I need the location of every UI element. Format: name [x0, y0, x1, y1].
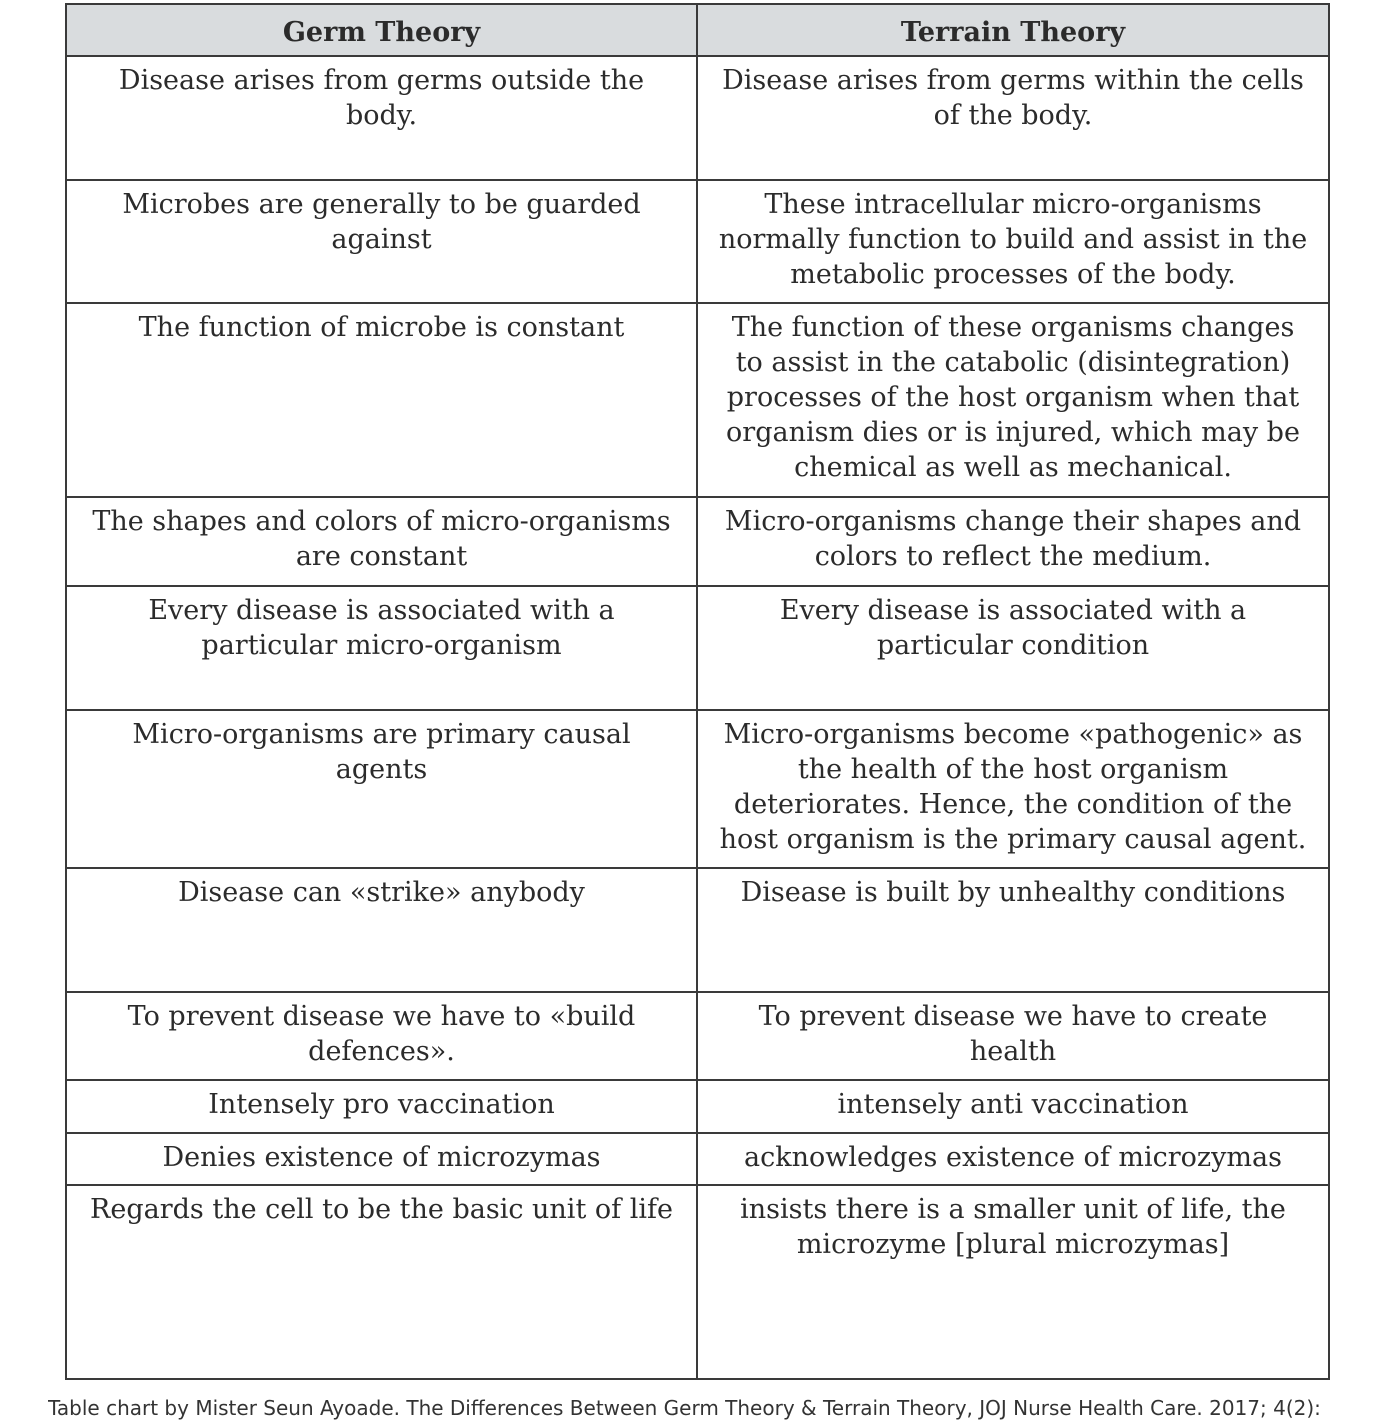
terrain-theory-cell: Micro-organisms become «pathogenic» as the health of the host organism deteriorates. Hence, the condition of the host organism is the primary causal agent.	[697, 710, 1329, 868]
terrain-theory-cell: The function of these organisms changes to assist in the catabolic (disintegration) processes of the host organism when that organism dies or is injured, which may be chemical as well as mechanical.	[697, 303, 1329, 497]
table-row	[66, 992, 1329, 1080]
table-row	[66, 868, 1329, 992]
table-header-row	[66, 4, 1329, 56]
germ-theory-cell: Regards the cell to be the basic unit of life	[66, 1185, 697, 1379]
table-row	[66, 180, 1329, 303]
table-caption: Table chart by Mister Seun Ayoade. The Differences Between Germ Theory & Terrain Theory, JOJ Nurse Health Care. 2017; 4(2):	[48, 1396, 1321, 1420]
germ-theory-cell: The shapes and colors of micro-organisms are constant	[66, 497, 697, 586]
column-header-germ-theory: Germ Theory	[66, 4, 697, 56]
germ-theory-cell: Disease arises from germs outside the body.	[66, 56, 697, 180]
table-row	[66, 1185, 1329, 1379]
germ-theory-cell: Intensely pro vaccination	[66, 1080, 697, 1133]
germ-theory-cell: Micro-organisms are primary causal agents	[66, 710, 697, 868]
terrain-theory-cell: Micro-organisms change their shapes and colors to reflect the medium.	[697, 497, 1329, 586]
terrain-theory-cell: intensely anti vaccination	[697, 1080, 1329, 1133]
germ-theory-cell: To prevent disease we have to «build defences».	[66, 992, 697, 1080]
germ-theory-cell: The function of microbe is constant	[66, 303, 697, 497]
comparison-table	[65, 3, 1330, 1380]
table-row	[66, 303, 1329, 497]
table-row	[66, 710, 1329, 868]
germ-theory-cell: Denies existence of microzymas	[66, 1133, 697, 1185]
table-row	[66, 497, 1329, 586]
terrain-theory-cell: These intracellular micro-organisms normally function to build and assist in the metabolic processes of the body.	[697, 180, 1329, 303]
germ-theory-cell: Microbes are generally to be guarded against	[66, 180, 697, 303]
terrain-theory-cell: Every disease is associated with a particular condition	[697, 586, 1329, 710]
terrain-theory-cell: Disease arises from germs within the cells of the body.	[697, 56, 1329, 180]
germ-theory-cell: Disease can «strike» anybody	[66, 868, 697, 992]
table-row	[66, 56, 1329, 180]
germ-theory-cell: Every disease is associated with a particular micro-organism	[66, 586, 697, 710]
table-row	[66, 1133, 1329, 1185]
terrain-theory-cell: Disease is built by unhealthy conditions	[697, 868, 1329, 992]
column-header-terrain-theory: Terrain Theory	[697, 4, 1329, 56]
terrain-theory-cell: acknowledges existence of microzymas	[697, 1133, 1329, 1185]
terrain-theory-cell: To prevent disease we have to create health	[697, 992, 1329, 1080]
table-row	[66, 1080, 1329, 1133]
table-row	[66, 586, 1329, 710]
terrain-theory-cell: insists there is a smaller unit of life, the microzyme [plural microzymas]	[697, 1185, 1329, 1379]
